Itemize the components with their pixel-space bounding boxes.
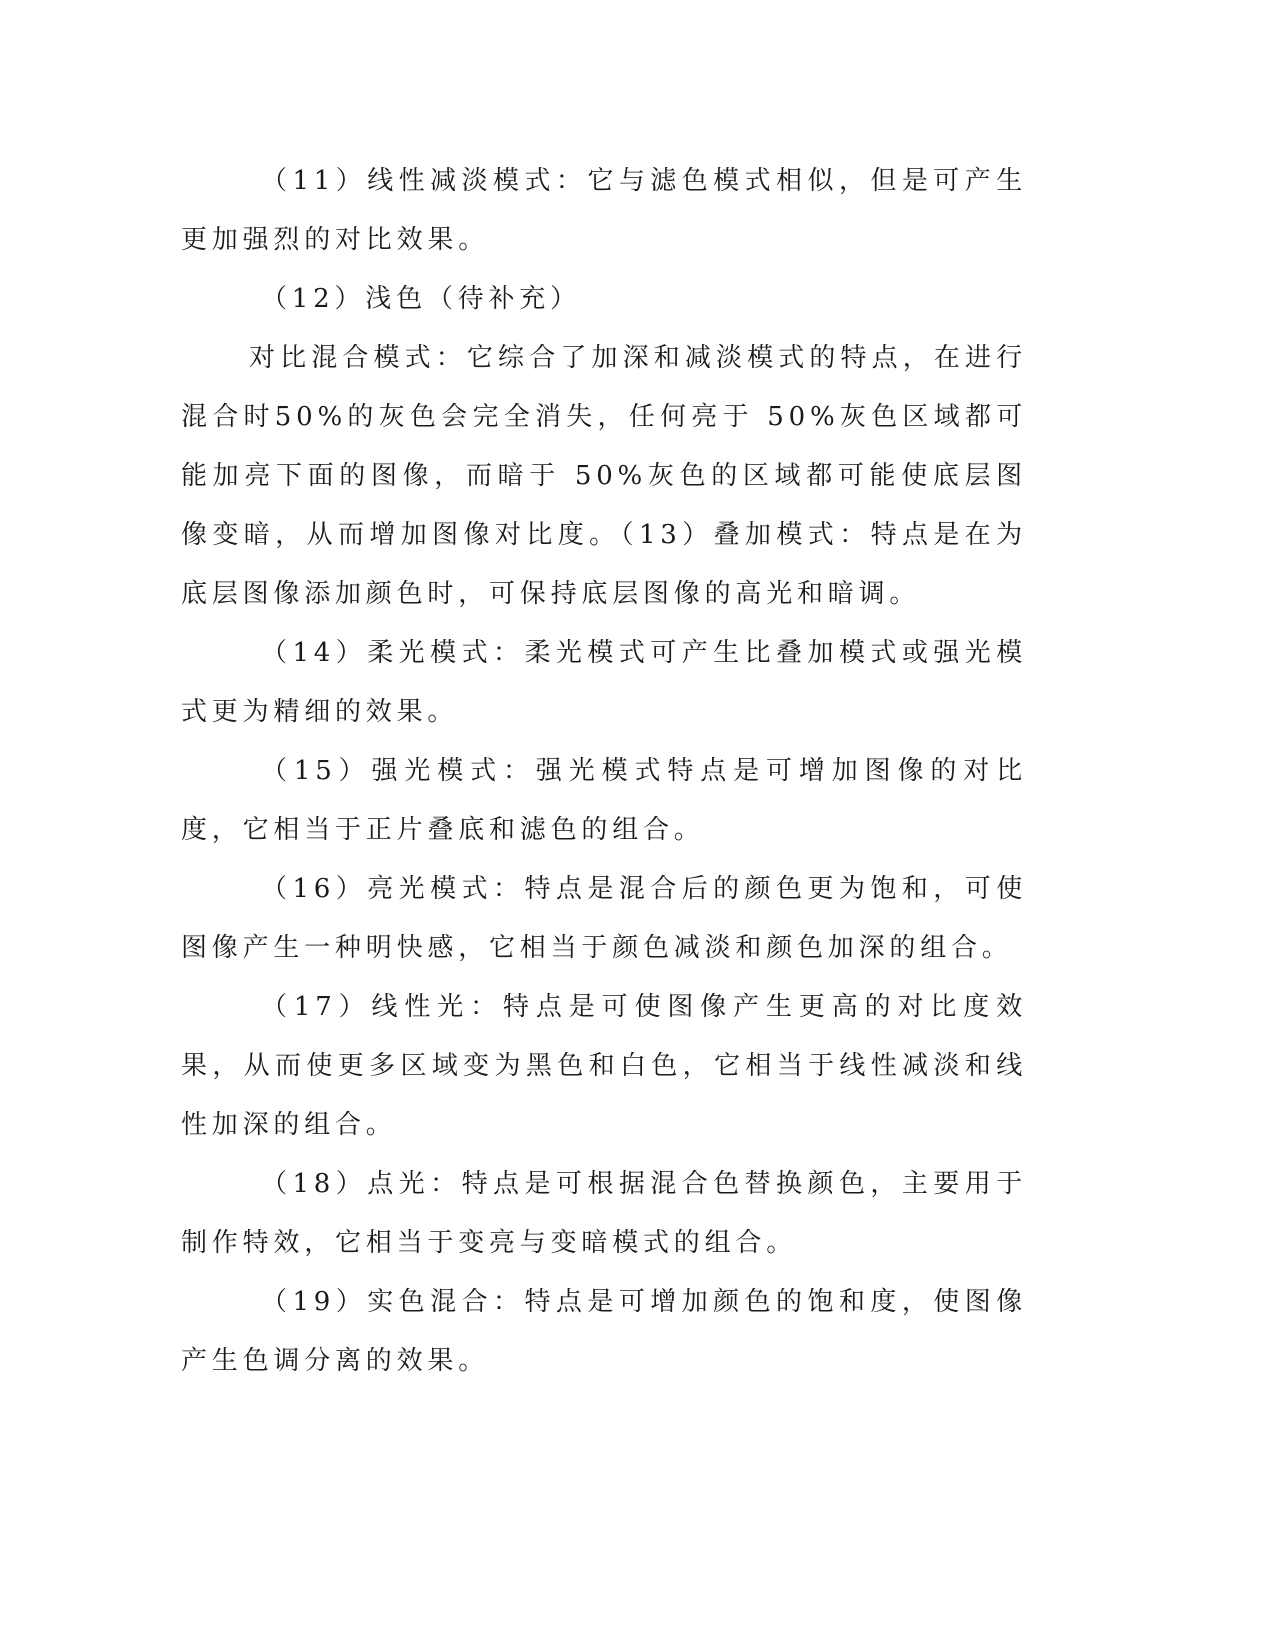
paragraph-linear-light: （17）线性光：特点是可使图像产生更高的对比度效果，从而使更多区域变为黑色和白色，它相当于线性减淡和线性加深的组合。 — [181, 992, 1027, 1140]
paragraph-hard-mix: （19）实色混合：特点是可增加颜色的饱和度，使图像产生色调分离的效果。 — [181, 1287, 1027, 1376]
paragraph-vivid-light: （16）亮光模式：特点是混合后的颜色更为饱和，可使图像产生一种明快感，它相当于颜色减淡和颜色加深的组合。 — [181, 874, 1027, 963]
paragraph-lighter-color: （12）浅色（待补充） — [261, 284, 581, 314]
paragraph-linear-dodge: （11）线性减淡模式：它与滤色模式相似，但是可产生更加强烈的对比效果。 — [181, 166, 1027, 255]
paragraph-soft-light: （14）柔光模式：柔光模式可产生比叠加模式或强光模式更为精细的效果。 — [181, 638, 1027, 727]
document-body — [181, 152, 1027, 1391]
paragraph-pin-light: （18）点光：特点是可根据混合色替换颜色，主要用于制作特效，它相当于变亮与变暗模式的组合。 — [181, 1169, 1027, 1258]
paragraph-contrast-blend: 对比混合模式：它综合了加深和减淡模式的特点，在进行混合时50%的灰色会完全消失，任何亮于 50%灰色区域都可能加亮下面的图像，而暗于 50%灰色的区域都可能使底层图像变暗，从而增加图像对比度。（13）叠加模式：特点是在为底层图像添加颜色时，可保持底层图像的高光和暗调。 — [181, 343, 1027, 609]
paragraph-hard-light: （15）强光模式：强光模式特点是可增加图像的对比度，它相当于正片叠底和滤色的组合。 — [181, 756, 1027, 845]
